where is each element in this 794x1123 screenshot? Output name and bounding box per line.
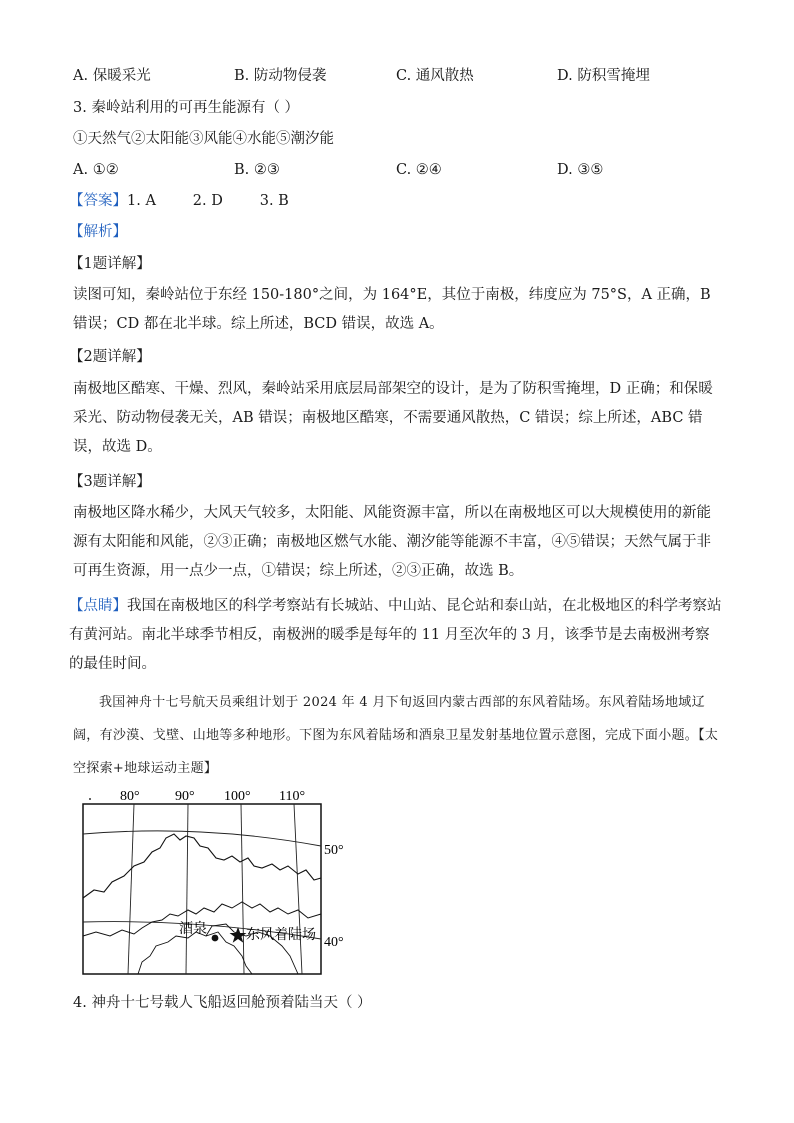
q3-items: ①天然气②太阳能③风能④水能⑤潮汐能 [73, 131, 334, 147]
q2-detail-heading: 【2题详解】 [69, 349, 151, 365]
jiuquan-dot [212, 935, 219, 942]
q3-detail-text: 南极地区降水稀少，大风天气较多，太阳能、风能资源丰富，所以在南极地区可以大规模使用的新能源有太阳能和风能，②③正确；南极地区燃气水能、潮汐能等能源不丰富，④⑤错误；天然气属于非可再生资源，用一点少一点，①错误；综上所述，②③正确，故选 B。 [73, 505, 711, 579]
q3-option-c: C. ②④ [396, 162, 442, 178]
scan-dot [89, 798, 91, 800]
q3-option-d: D. ③⑤ [557, 162, 604, 178]
q2-option-a: A. 保暖采光 [73, 68, 151, 84]
q3-detail-heading: 【3题详解】 [69, 474, 151, 490]
answer-text: 1. A 2. D 3. B [127, 193, 289, 209]
tip-text: 我国在南极地区的科学考察站有长城站、中山站、昆仑站和泰山站，在北极地区的科学考察站有黄河站。南北半球季节相反，南极洲的暖季是每年的 11 月至次年的 3 月，该季节是去南极洲考察的最佳时间。 [69, 598, 722, 672]
q4-intro: 我国神舟十七号航天员乘组计划于 2024 年 4 月下旬返回内蒙古西部的东风着陆场。东风着陆场地域辽阔，有沙漠、戈壁、山地等多种地形。下图为东风着陆场和酒泉卫星发射基地位置示意图，完成下面小题。【太空探索+地球运动主题】 [73, 695, 719, 776]
q2-detail-text: 南极地区酷寒、干燥、烈风，秦岭站采用底层局部架空的设计，是为了防积雪掩埋，D 正确；和保暖采光、防动物侵袭无关，AB 错误；南极地区酷寒，不需要通风散热，C 错误；综上所述，ABC 错误，故选 D。 [73, 381, 713, 455]
lon-label-80: 80° [120, 789, 140, 804]
q1-detail-heading: 【1题详解】 [69, 256, 151, 272]
q2-option-c: C. 通风散热 [396, 68, 474, 84]
lat-label-50: 50° [324, 843, 344, 858]
q2-option-b: B. 防动物侵袭 [234, 68, 327, 84]
lon-label-100: 100° [224, 789, 251, 804]
tip-paragraph [69, 592, 723, 679]
location-map [76, 786, 358, 982]
lon-label-110: 110° [279, 789, 306, 804]
analysis-tag: 【解析】 [69, 224, 127, 240]
jiuquan-label: 酒泉 [179, 922, 207, 937]
answer-tag: 【答案】 [69, 193, 127, 209]
map-frame [83, 804, 321, 974]
lat-label-40: 40° [324, 935, 344, 950]
dongfeng-label: 东风着陆场 [246, 928, 316, 943]
q3-option-a: A. ①② [73, 162, 119, 178]
answer-line [69, 191, 289, 211]
q3-stem: 3. 秦岭站利用的可再生能源有（ ） [73, 100, 300, 116]
q1-detail-text: 读图可知，秦岭站位于东经 150-180°之间，为 164°E，其位于南极，纬度应为 75°S，A 正确，B 错误；CD 都在北半球。综上所述，BCD 错误，故选 A。 [73, 287, 711, 332]
lon-label-90: 90° [175, 789, 195, 804]
tip-tag: 【点睛】 [69, 598, 127, 614]
q4-stem: 4. 神舟十七号载人飞船返回舱预着陆当天（ ） [73, 995, 372, 1011]
q3-option-b: B. ②③ [234, 162, 280, 178]
q2-option-d: D. 防积雪掩埋 [557, 68, 650, 84]
